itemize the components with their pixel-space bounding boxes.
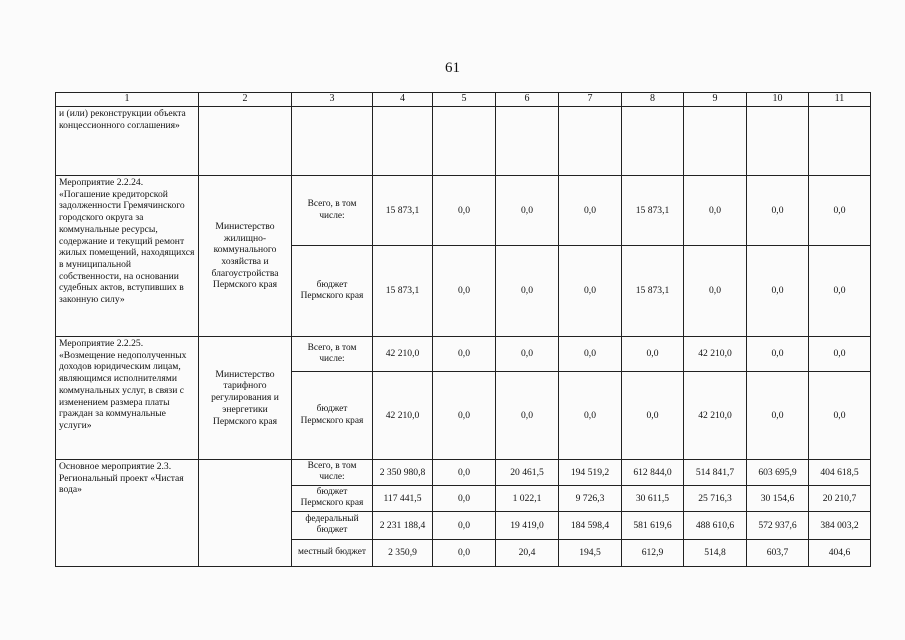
amount-cell: 30 611,5 (622, 485, 684, 511)
amount-cell: 2 231 188,4 (373, 511, 433, 539)
amount-cell: 184 598,4 (559, 511, 622, 539)
amount-cell: 0,0 (433, 246, 496, 337)
amount-cell: 20 210,7 (809, 485, 871, 511)
amount-cell: 0,0 (433, 511, 496, 539)
amount-cell: 404 618,5 (809, 460, 871, 486)
activity-name: Мероприятие 2.2.24. «Погашение кредиторской задолженности Гремячинского городского округа за коммунальные ресурсы, содержание и текущий ремонт жилых помещений, находящихся в муниципальной собственности, на основании судебных актов, вступивших в законную силу» (56, 176, 199, 337)
amount-cell: 0,0 (747, 246, 809, 337)
column-header: 7 (559, 93, 622, 107)
activity-name: и (или) реконструкции объекта концессионного соглашения» (56, 107, 199, 176)
amount-cell: 42 210,0 (373, 372, 433, 460)
amount-cell: 15 873,1 (622, 176, 684, 246)
funding-source: Всего, в том числе: (292, 460, 373, 486)
amount-cell: 404,6 (809, 539, 871, 566)
amount-cell: 194 519,2 (559, 460, 622, 486)
amount-cell: 42 210,0 (373, 337, 433, 372)
amount-cell (684, 107, 747, 176)
amount-cell: 488 610,6 (684, 511, 747, 539)
amount-cell: 0,0 (559, 337, 622, 372)
amount-cell: 15 873,1 (373, 176, 433, 246)
responsible-agency: Министерство тарифного регулирования и энергетики Пермского края (199, 337, 292, 460)
amount-cell (809, 107, 871, 176)
table-body (56, 93, 871, 567)
amount-cell: 1 022,1 (496, 485, 559, 511)
amount-cell: 0,0 (559, 372, 622, 460)
funding-source: Всего, в том числе: (292, 176, 373, 246)
column-header: 10 (747, 93, 809, 107)
amount-cell: 117 441,5 (373, 485, 433, 511)
column-header: 3 (292, 93, 373, 107)
funding-source: Всего, в том числе: (292, 337, 373, 372)
amount-cell: 0,0 (433, 337, 496, 372)
table-row (56, 176, 871, 246)
amount-cell: 603,7 (747, 539, 809, 566)
column-header: 5 (433, 93, 496, 107)
funding-source: местный бюджет (292, 539, 373, 566)
amount-cell: 2 350 980,8 (373, 460, 433, 486)
amount-cell: 0,0 (559, 176, 622, 246)
amount-cell: 0,0 (684, 246, 747, 337)
amount-cell: 25 716,3 (684, 485, 747, 511)
table-row (56, 460, 871, 486)
responsible-agency (199, 460, 292, 567)
amount-cell: 612,9 (622, 539, 684, 566)
amount-cell: 0,0 (433, 539, 496, 566)
funding-source: бюджет Пермского края (292, 485, 373, 511)
column-header: 11 (809, 93, 871, 107)
amount-cell (747, 107, 809, 176)
amount-cell: 603 695,9 (747, 460, 809, 486)
activity-name: Основное мероприятие 2.3. Региональный проект «Чистая вода» (56, 460, 199, 567)
amount-cell: 572 937,6 (747, 511, 809, 539)
activity-name: Мероприятие 2.2.25. «Возмещение недополученных доходов юридическим лицам, являющимся исполнителями коммунальных услуг, в связи с изменением размера платы граждан за коммунальные услуги» (56, 337, 199, 460)
amount-cell: 612 844,0 (622, 460, 684, 486)
amount-cell (622, 107, 684, 176)
header-row (56, 93, 871, 107)
amount-cell: 0,0 (809, 337, 871, 372)
amount-cell: 514 841,7 (684, 460, 747, 486)
amount-cell: 581 619,6 (622, 511, 684, 539)
amount-cell: 0,0 (809, 246, 871, 337)
amount-cell: 42 210,0 (684, 337, 747, 372)
amount-cell: 0,0 (747, 372, 809, 460)
responsible-agency: Министерство жилищно-коммунального хозяйства и благоустройства Пермского края (199, 176, 292, 337)
amount-cell: 0,0 (622, 337, 684, 372)
amount-cell: 0,0 (496, 246, 559, 337)
amount-cell: 42 210,0 (684, 372, 747, 460)
funding-source: бюджет Пермского края (292, 372, 373, 460)
amount-cell: 0,0 (433, 372, 496, 460)
program-table (55, 92, 871, 567)
amount-cell (373, 107, 433, 176)
funding-source (292, 107, 373, 176)
responsible-agency (199, 107, 292, 176)
amount-cell: 514,8 (684, 539, 747, 566)
column-header: 2 (199, 93, 292, 107)
amount-cell: 15 873,1 (622, 246, 684, 337)
amount-cell: 0,0 (433, 485, 496, 511)
column-header: 4 (373, 93, 433, 107)
amount-cell: 0,0 (496, 337, 559, 372)
column-header: 8 (622, 93, 684, 107)
amount-cell: 0,0 (747, 176, 809, 246)
amount-cell (496, 107, 559, 176)
amount-cell (559, 107, 622, 176)
amount-cell: 0,0 (433, 176, 496, 246)
table-row (56, 107, 871, 176)
amount-cell: 19 419,0 (496, 511, 559, 539)
amount-cell: 0,0 (496, 372, 559, 460)
amount-cell: 194,5 (559, 539, 622, 566)
amount-cell (433, 107, 496, 176)
amount-cell: 0,0 (496, 176, 559, 246)
amount-cell: 0,0 (684, 176, 747, 246)
amount-cell: 15 873,1 (373, 246, 433, 337)
funding-source: федеральный бюджет (292, 511, 373, 539)
amount-cell: 0,0 (747, 337, 809, 372)
amount-cell: 0,0 (809, 176, 871, 246)
column-header: 9 (684, 93, 747, 107)
amount-cell: 30 154,6 (747, 485, 809, 511)
amount-cell: 9 726,3 (559, 485, 622, 511)
amount-cell: 2 350,9 (373, 539, 433, 566)
page-number: 61 (445, 60, 460, 76)
column-header: 6 (496, 93, 559, 107)
amount-cell: 0,0 (809, 372, 871, 460)
funding-source: бюджет Пермского края (292, 246, 373, 337)
amount-cell: 0,0 (559, 246, 622, 337)
column-header: 1 (56, 93, 199, 107)
amount-cell: 0,0 (622, 372, 684, 460)
amount-cell: 20,4 (496, 539, 559, 566)
amount-cell: 20 461,5 (496, 460, 559, 486)
amount-cell: 0,0 (433, 460, 496, 486)
table-row (56, 337, 871, 372)
amount-cell: 384 003,2 (809, 511, 871, 539)
